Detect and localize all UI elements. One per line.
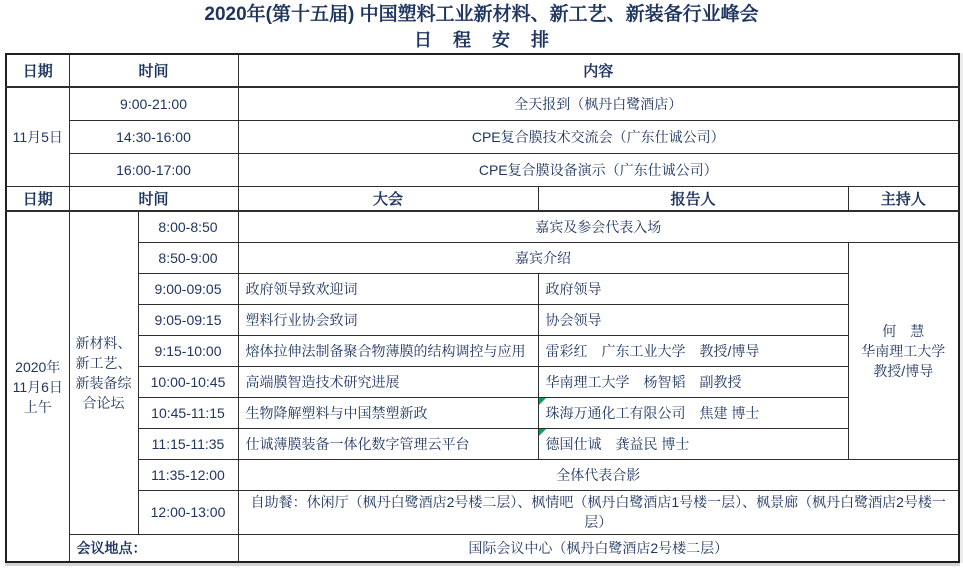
header-date: 日期 xyxy=(6,186,69,211)
schedule-table xyxy=(5,53,960,563)
host-title: 教授/博导 xyxy=(873,362,934,379)
speaker-cell: 政府领导 xyxy=(538,273,848,304)
date-cell-nov6: 2020年11月6日上午 xyxy=(6,211,69,562)
header-date: 日期 xyxy=(6,54,69,87)
table-row xyxy=(6,428,959,459)
speaker-cell xyxy=(538,428,848,459)
table-row xyxy=(6,490,959,534)
table-row xyxy=(6,186,959,211)
session-cell: 熔体拉伸法制备聚合物薄膜的结构调控与应用 xyxy=(238,335,538,366)
agenda-subtitle: 日 程 安 排 xyxy=(413,30,549,50)
conference-title: 2020年(第十五届) 中国塑料工业新材料、新工艺、新装备行业峰会 xyxy=(204,4,759,25)
speaker-cell xyxy=(538,397,848,428)
table-row xyxy=(6,534,959,562)
speaker-cell: 华南理工大学 杨智韬 副教授 xyxy=(538,366,848,397)
time-cell: 8:50-9:00 xyxy=(138,242,238,273)
table-row xyxy=(6,153,959,186)
time-cell: 16:00-17:00 xyxy=(69,153,238,186)
table-row xyxy=(6,335,959,366)
session-cell: 生物降解塑料与中国禁塑新政 xyxy=(238,397,538,428)
table-row xyxy=(6,304,959,335)
table-row xyxy=(6,366,959,397)
session-cell: 仕诚薄膜装备一体化数字管理云平台 xyxy=(238,428,538,459)
document-title xyxy=(0,2,963,52)
session-cell: 高端膜智造技术研究进展 xyxy=(238,366,538,397)
time-cell: 9:00-09:05 xyxy=(138,273,238,304)
host-name: 何 慧 xyxy=(882,322,925,339)
table-row xyxy=(6,120,959,153)
table-row xyxy=(6,211,959,242)
speaker-cell: 雷彩红 广东工业大学 教授/博导 xyxy=(538,335,848,366)
content-cell: CPE复合膜技术交流会（广东仕诚公司） xyxy=(238,120,959,153)
host-cell xyxy=(848,242,959,459)
session-cell: 塑料行业协会致词 xyxy=(238,304,538,335)
comment-marker-icon xyxy=(539,429,546,436)
session-cell: 嘉宾及参会代表入场 xyxy=(238,211,959,242)
lunch-cell: 自助餐：休闲厅（枫丹白鹭酒店2号楼二层）、枫情吧（枫丹白鹭酒店1号楼一层）、枫景廊（枫丹白鹭酒店2号楼一层） xyxy=(238,490,959,534)
time-cell: 14:30-16:00 xyxy=(69,120,238,153)
time-cell: 10:45-11:15 xyxy=(138,397,238,428)
table-row xyxy=(6,273,959,304)
table-row xyxy=(6,397,959,428)
time-cell: 9:00-21:00 xyxy=(69,87,238,120)
table-row xyxy=(6,54,959,87)
date-cell-nov5: 11月5日 xyxy=(6,87,69,186)
content-cell: CPE复合膜设备演示（广东仕诚公司） xyxy=(238,153,959,186)
time-cell: 9:05-09:15 xyxy=(138,304,238,335)
content-cell: 全天报到（枫丹白鹭酒店） xyxy=(238,87,959,120)
speaker-text: 德国仕诚 龚益民 博士 xyxy=(545,435,690,452)
comment-marker-icon xyxy=(539,398,546,405)
table-row xyxy=(6,87,959,120)
session-cell: 政府领导致欢迎词 xyxy=(238,273,538,304)
forum-cell: 新材料、新工艺、新装备综合论坛 xyxy=(69,211,138,534)
header-time: 时间 xyxy=(69,54,238,87)
header-content: 内容 xyxy=(238,54,959,87)
header-host: 主持人 xyxy=(848,186,959,211)
venue-label: 会议地点： xyxy=(69,534,238,562)
speaker-text: 珠海万通化工有限公司 焦建 博士 xyxy=(545,404,760,421)
time-cell: 11:15-11:35 xyxy=(138,428,238,459)
table-row xyxy=(6,459,959,490)
venue-value: 国际会议中心（枫丹白鹭酒店2号楼二层） xyxy=(238,534,959,562)
time-cell: 10:00-10:45 xyxy=(138,366,238,397)
time-cell: 11:35-12:00 xyxy=(138,459,238,490)
header-session: 大会 xyxy=(238,186,538,211)
header-time: 时间 xyxy=(69,186,238,211)
time-cell: 8:00-8:50 xyxy=(138,211,238,242)
speaker-cell: 协会领导 xyxy=(538,304,848,335)
time-cell: 9:15-10:00 xyxy=(138,335,238,366)
host-org: 华南理工大学 xyxy=(861,342,946,359)
header-speaker: 报告人 xyxy=(538,186,848,211)
session-cell: 全体代表合影 xyxy=(238,459,959,490)
table-row xyxy=(6,242,959,273)
session-cell: 嘉宾介绍 xyxy=(238,242,848,273)
time-cell: 12:00-13:00 xyxy=(138,490,238,534)
